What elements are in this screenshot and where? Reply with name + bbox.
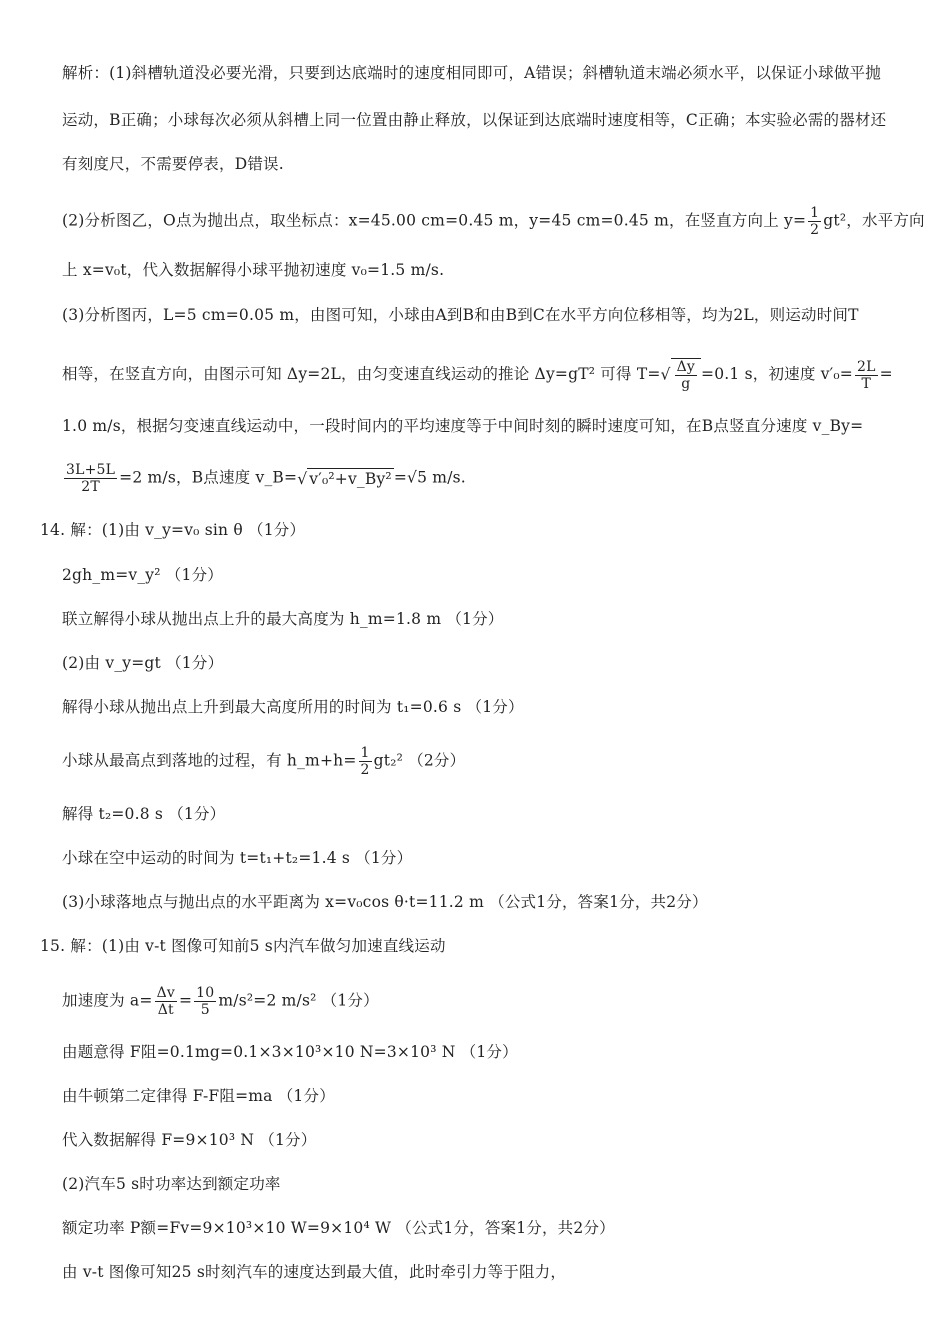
p3-line4-text-c: =√5 m/s. (393, 468, 466, 487)
q14-line2: 2gh_m=v_y² （1分） (62, 566, 223, 584)
sqrt-vb: √ v′₀²+v_By² (297, 470, 392, 488)
q14-line6 (62, 745, 914, 778)
q14-line6-text-b: gt₂² （2分） (373, 751, 466, 770)
q15-line4: 由牛顿第二定律得 F-F阻=ma （1分） (62, 1087, 335, 1105)
numerator: 1 (360, 745, 370, 761)
numerator: 2L (856, 358, 876, 375)
q15-line2-text-a: 加速度为 a= (62, 991, 153, 1010)
denominator: 2 (360, 762, 370, 778)
fraction-10-5 (194, 985, 216, 1018)
fraction-half-2 (359, 745, 372, 778)
fraction-dy-g (675, 359, 697, 392)
q15-line2 (62, 985, 914, 1018)
numerator: 3L+5L (66, 462, 116, 478)
fraction-dv-dt (155, 985, 177, 1018)
q15-line5: 代入数据解得 F=9×10³ N （1分） (62, 1131, 317, 1149)
p2-line1 (62, 205, 925, 238)
p3-line2-text-b: =0.1 s，初速度 v′₀= (701, 365, 853, 383)
p3-line4-text-b: =2 m/s，B点速度 v_B= (119, 468, 298, 487)
q14-line5: 解得小球从抛出点上升到最大高度所用的时间为 t₁=0.6 s （1分） (62, 698, 524, 716)
q15-line8: 由 v-t 图像可知25 s时刻汽车的速度达到最大值，此时牵引力等于阻力， (62, 1263, 567, 1281)
p3-line2: 相等，在竖直方向，由图示可知 Δy=2L，由匀变速直线运动的推论 Δy=gT² 可得 T=√ $\frac{\Delta y}{g}$ =0.1 s，初速度 v′₀= $\frac{2L}{T}$ = (62, 358, 893, 392)
denominator: 2 (810, 222, 820, 238)
denominator: 5 (200, 1002, 210, 1018)
p3-line1: (3)分析图丙，L=5 cm=0.05 m，由图可知，小球由A到B和由B到C在水平方向位移相等，均为2L，则运动时间T (62, 306, 859, 324)
p2-line2: 上 x=v₀t，代入数据解得小球平抛初速度 v₀=1.5 m/s. (62, 261, 445, 279)
denominator: Δt (157, 1002, 174, 1018)
q14-line1: 14. 解：(1)由 v_y=v₀ sin θ （1分） (40, 521, 306, 539)
q14-line3: 联立解得小球从抛出点上升的最大高度为 h_m=1.8 m （1分） (62, 610, 504, 628)
q15-line2-text-b: m/s²=2 m/s² （1分） (218, 991, 379, 1010)
denominator: g (681, 376, 691, 392)
fraction-half (808, 205, 821, 238)
q14-line9: (3)小球落地点与抛出点的水平距离为 x=v₀cos θ·t=11.2 m （公式1分，答案1分，共2分） (62, 893, 708, 911)
numerator: Δy (676, 359, 696, 375)
q15-line3: 由题意得 F阻=0.1mg=0.1×3×10³×10 N=3×10³ N （1分） (62, 1043, 518, 1061)
q15-line7: 额定功率 P额=Fv=9×10³×10 W=9×10⁴ W （公式1分，答案1分，共2分） (62, 1219, 615, 1237)
denominator: 2T (81, 479, 100, 495)
fraction-vby (64, 462, 117, 495)
p1-line2: 运动，B正确；小球每次必须从斜槽上同一位置由静止释放，以保证到达底端时速度相等，C正确；本实验必需的器材还 (62, 111, 887, 129)
p2-line1-text-b: gt²，水平方向 (823, 211, 925, 230)
numerator: Δv (156, 985, 175, 1001)
p3-line4 (62, 462, 914, 495)
q14-line6-text-a: 小球从最高点到落地的过程，有 h_m+h= (62, 751, 357, 770)
q14-line4: (2)由 v_y=gt （1分） (62, 654, 224, 672)
q15-line1: 15. 解：(1)由 v-t 图像可知前5 s内汽车做匀加速直线运动 (40, 937, 446, 955)
q14-line7: 解得 t₂=0.8 s （1分） (62, 805, 226, 823)
numerator: 1 (810, 205, 820, 221)
denominator: T (861, 375, 872, 392)
p1-line1: 解析：(1)斜槽轨道没必要光滑，只要到达底端时的速度相同即可，A错误；斜槽轨道末端必须水平，以保证小球做平抛 (62, 64, 881, 82)
equals-sign: = (178, 991, 193, 1010)
numerator: 10 (196, 985, 215, 1001)
q15-line6: (2)汽车5 s时功率达到额定功率 (62, 1175, 281, 1193)
p3-line2-text-a: 相等，在竖直方向，由图示可知 Δy=2L，由匀变速直线运动的推论 Δy=gT² 可得 T= (62, 365, 661, 383)
radicand: v′₀²+v_By² (309, 470, 392, 488)
p2-line1-text-a: (2)分析图乙，O点为抛出点，取坐标点：x=45.00 cm=0.45 m，y=45 cm=0.45 m，在竖直方向上 y= (62, 211, 807, 230)
fraction-2L-T (855, 359, 878, 392)
sqrt-dy-over-g: √ $\frac{\Delta y}{g}$ (661, 358, 702, 392)
p1-line3: 有刻度尺，不需要停表，D错误. (62, 155, 284, 173)
q14-line8: 小球在空中运动的时间为 t=t₁+t₂=1.4 s （1分） (62, 849, 413, 867)
p3-line3: 1.0 m/s，根据匀变速直线运动中，一段时间内的平均速度等于中间时刻的瞬时速度可知，在B点竖直分速度 v_By= (62, 417, 864, 435)
